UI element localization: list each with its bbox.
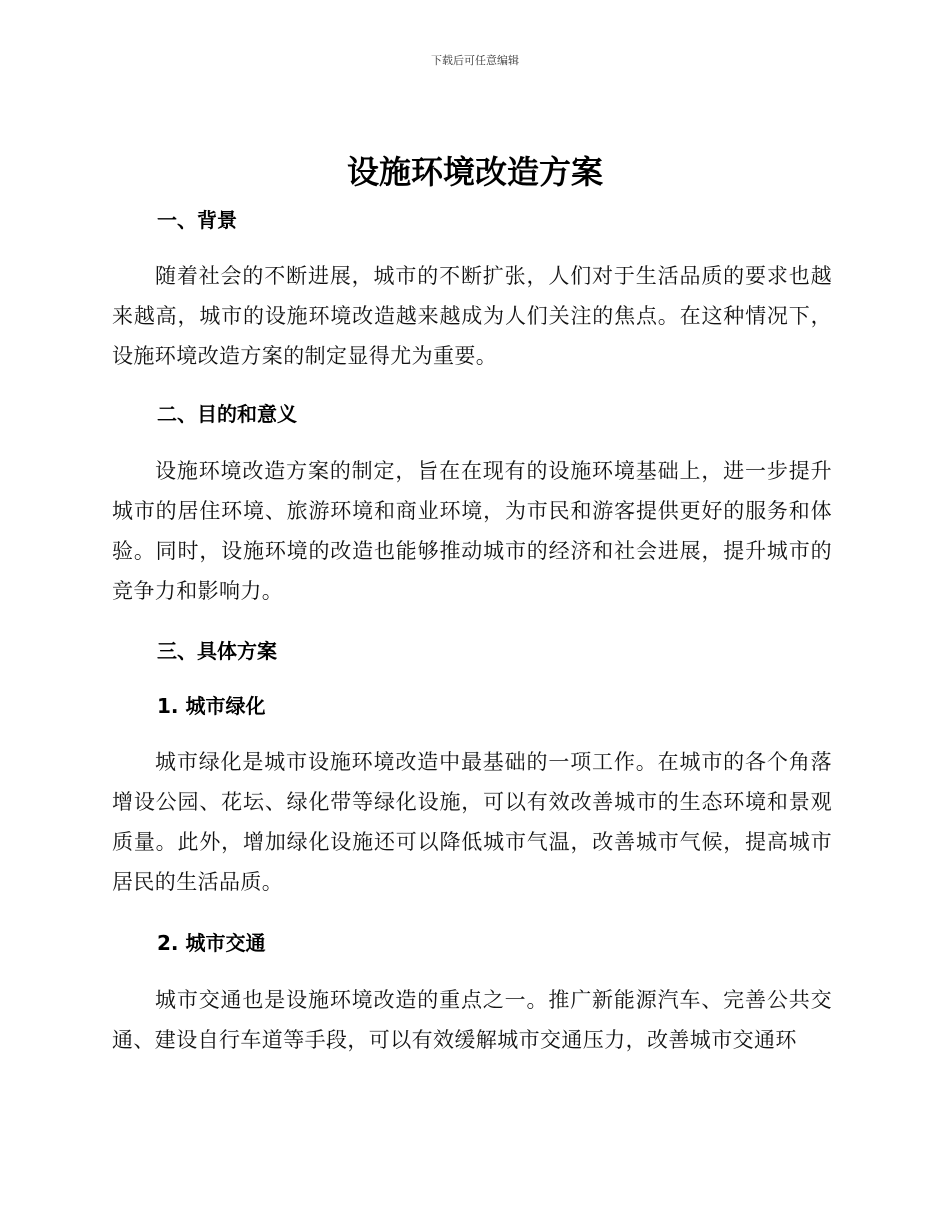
section-heading-plan: 三、具体方案 — [157, 639, 277, 663]
paragraph-purpose: 设施环境改造方案的制定，旨在在现有的设施环境基础上，进一步提升城市的居住环境、旅游环境和商业环境，为市民和游客提供更好的服务和体验。同时，设施环境的改造也能够推动城市的经济和社会进展，提升城市的竞争力和影响力。 — [112, 459, 832, 603]
section-heading-background: 一、背景 — [157, 208, 237, 232]
subheading-urban-traffic: 2. 城市交通 — [157, 931, 266, 955]
header-note: 下载后可任意编辑 — [431, 54, 519, 67]
paragraph-background: 随着社会的不断进展，城市的不断扩张，人们对于生活品质的要求也越来越高，城市的设施环境改造越来越成为人们关注的焦点。在这种情况下，设施环境改造方案的制定显得尤为重要。 — [112, 264, 832, 368]
subheading-urban-greening: 1. 城市绿化 — [157, 694, 266, 718]
document-title: 设施环境改造方案 — [346, 153, 603, 191]
paragraph-urban-traffic: 城市交通也是设施环境改造的重点之一。推广新能源汽车、完善公共交通、建设自行车道等手段，可以有效缓解城市交通压力，改善城市交通环 — [112, 988, 832, 1052]
paragraph-urban-greening: 城市绿化是城市设施环境改造中最基础的一项工作。在城市的各个角落增设公园、花坛、绿化带等绿化设施，可以有效改善城市的生态环境和景观质量。此外，增加绿化设施还可以降低城市气温，改善城市气候，提高城市居民的生活品质。 — [112, 750, 832, 894]
section-heading-purpose: 二、目的和意义 — [157, 402, 297, 426]
